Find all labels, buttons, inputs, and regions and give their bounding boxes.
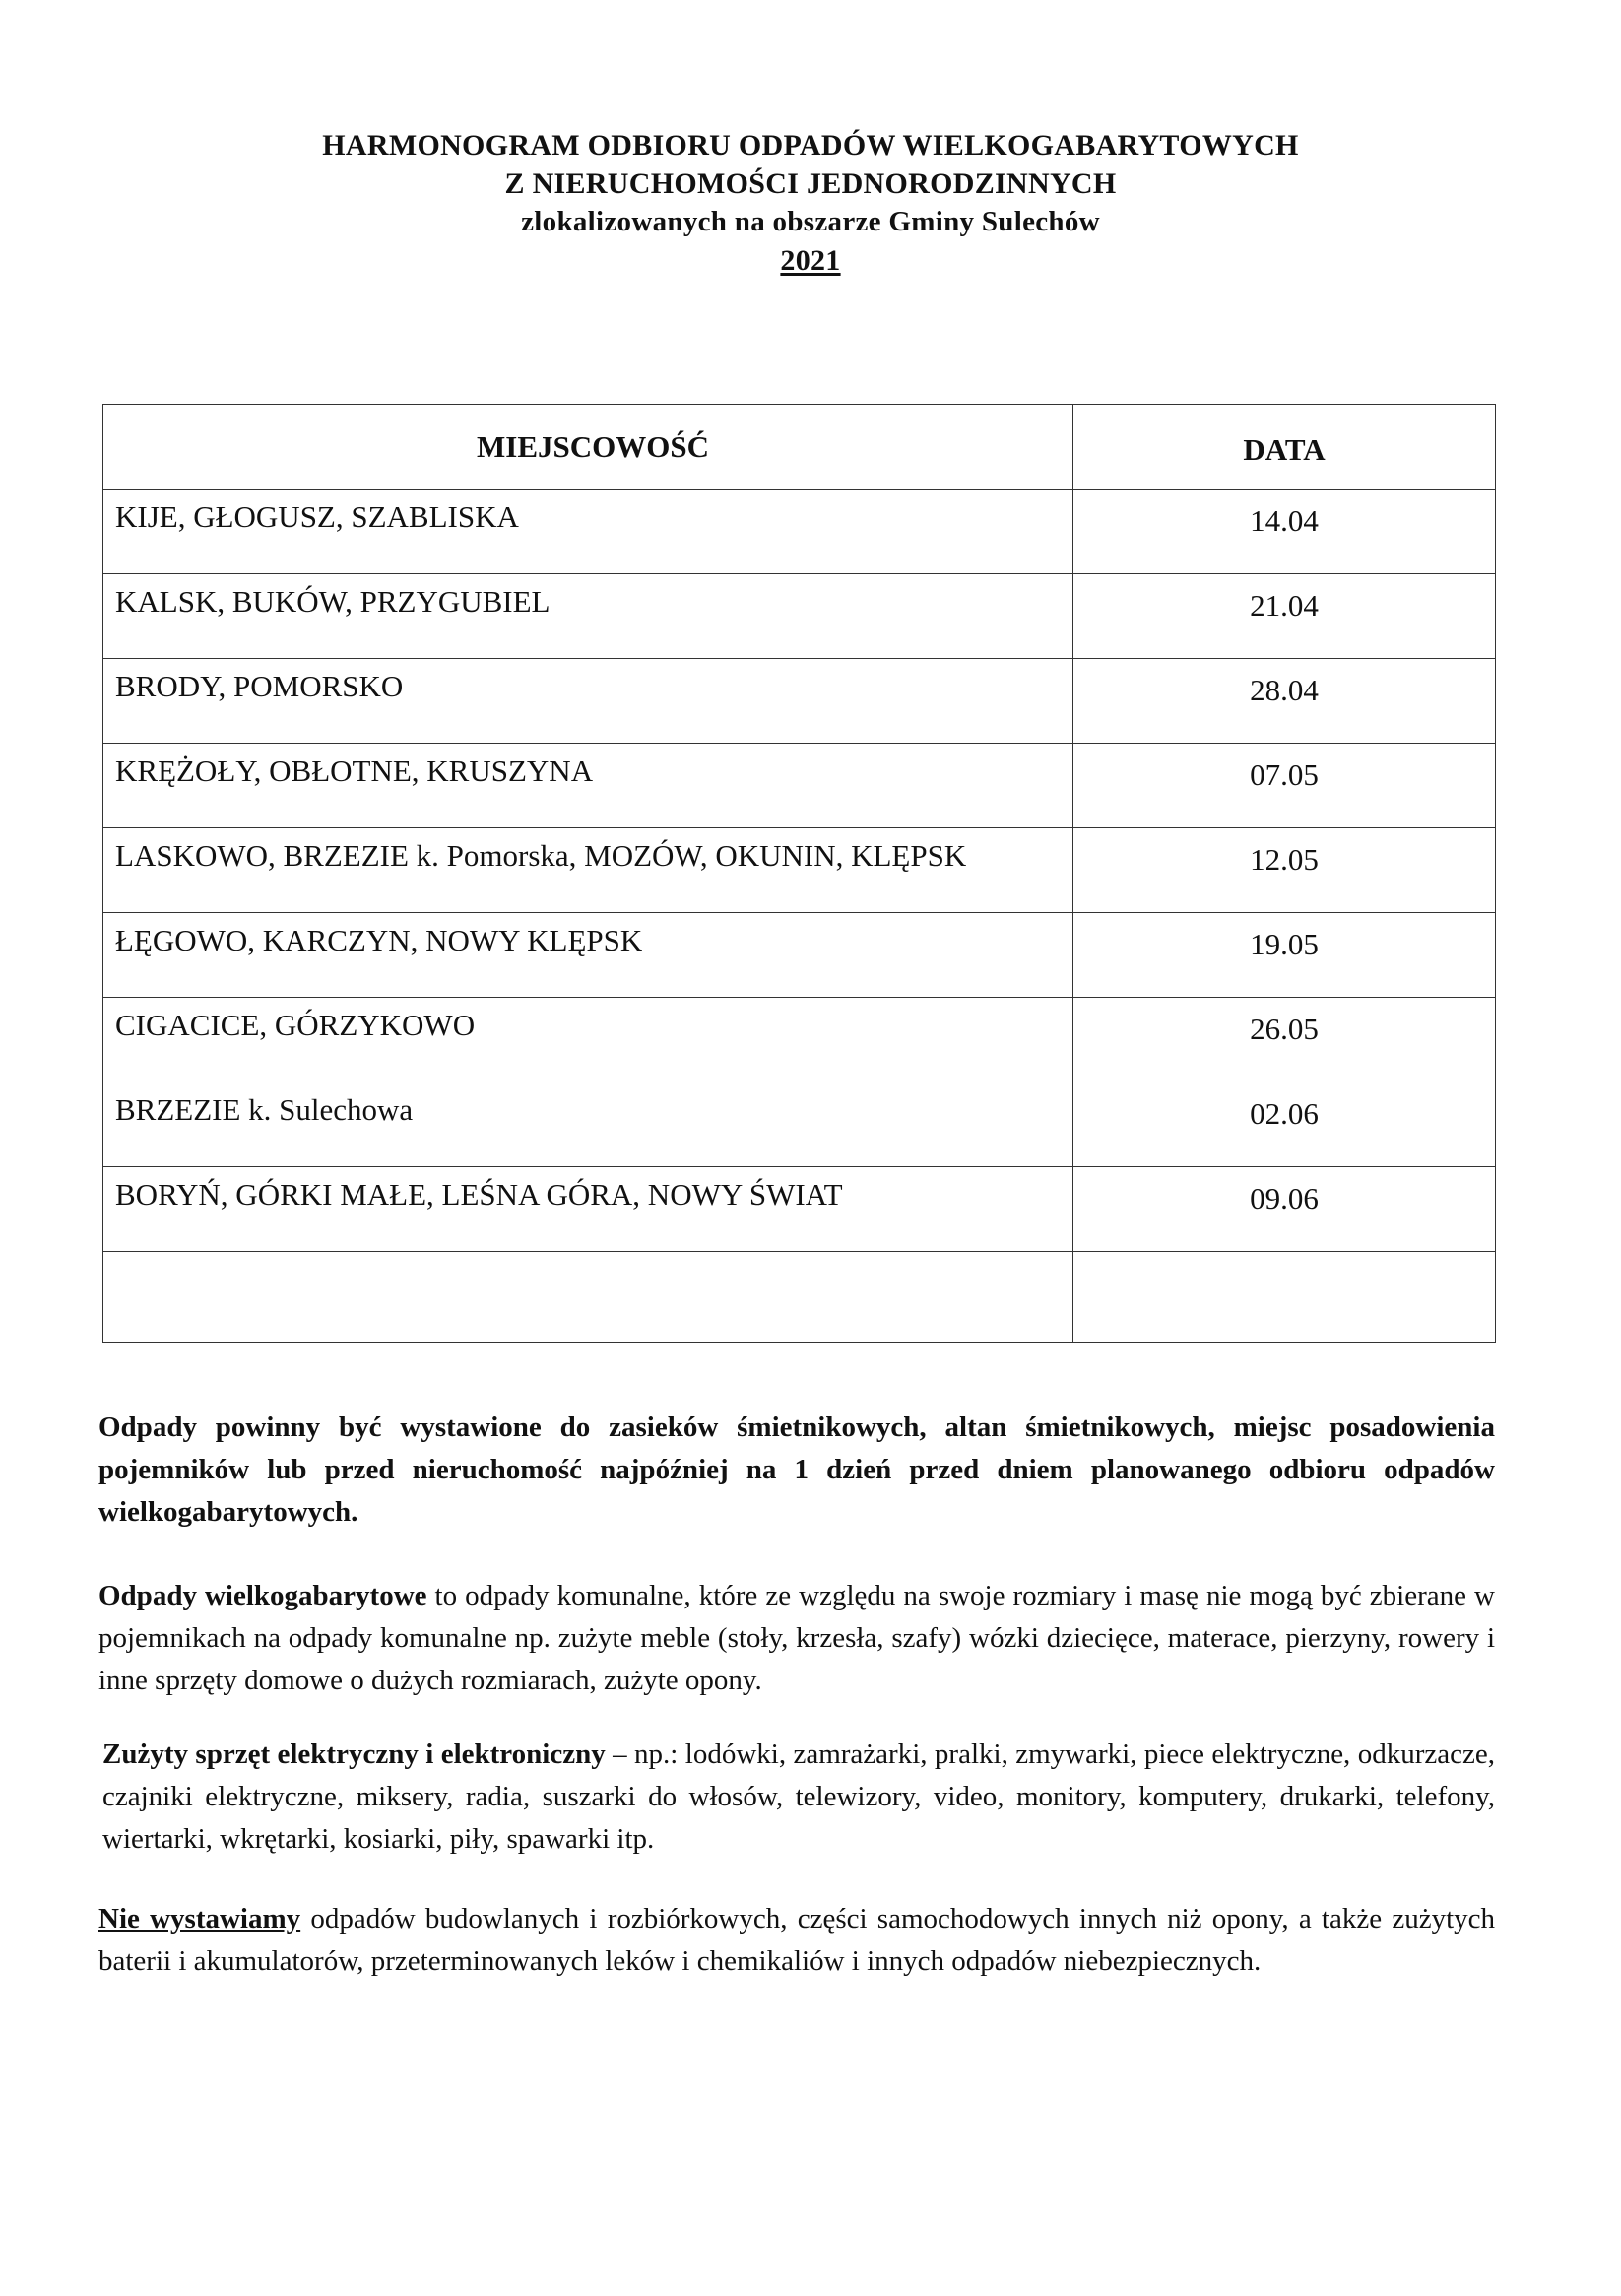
row-date: 19.05 (1073, 913, 1496, 998)
note-excluded-text: odpadów budowlanych i rozbiórkowych, części samochodowych innych niż opony, a także zużytych baterii i akumulatorów, przeterminowanych leków i chemikaliów i innych odpadów niebezpiecznych. (98, 1903, 1496, 1977)
table-row-empty (103, 1252, 1496, 1343)
row-place: BRODY, POMORSKO (103, 659, 1073, 744)
title-year-wrap (0, 241, 1621, 280)
row-date: 09.06 (1073, 1167, 1496, 1252)
title-line-2: Z NIERUCHOMOŚCI JEDNORODZINNYCH (504, 167, 1117, 200)
row-place: ŁĘGOWO, KARCZYN, NOWY KLĘPSK (103, 913, 1073, 998)
table-row (103, 1167, 1496, 1252)
row-date: 14.04 (1073, 490, 1496, 574)
row-date: 28.04 (1073, 659, 1496, 744)
note-electronics-term: Zużyty sprzęt elektryczny i elektroniczny (102, 1738, 606, 1770)
note-bulky-waste (98, 1575, 1495, 1702)
note-placement: Odpady powinny być wystawione do zasieków śmietnikowych, altan śmietnikowych, miejsc posadowienia pojemników lub przed nieruchomość najpóźniej na 1 dzień przed dniem planowanego odbioru odpadów wielkogabarytowych. (98, 1411, 1495, 1528)
row-place: LASKOWO, BRZEZIE k. Pomorska, MOZÓW, OKUNIN, KLĘPSK (103, 828, 1073, 913)
table-row (103, 574, 1496, 659)
row-date: 02.06 (1073, 1082, 1496, 1167)
row-date: 12.05 (1073, 828, 1496, 913)
title-line-3: zlokalizowanych na obszarze Gminy Sulechów (521, 206, 1100, 237)
title-year: 2021 (780, 244, 841, 277)
row-place: KIJE, GŁOGUSZ, SZABLISKA (103, 490, 1073, 574)
row-date: 26.05 (1073, 998, 1496, 1082)
schedule-table (102, 404, 1496, 1343)
note-electronics (98, 1734, 1495, 1861)
row-place: BRZEZIE k. Sulechowa (103, 1082, 1073, 1167)
row-place (103, 1252, 1073, 1343)
row-place: KALSK, BUKÓW, PRZYGUBIEL (103, 574, 1073, 659)
row-date: 07.05 (1073, 744, 1496, 828)
table-row (103, 913, 1496, 998)
row-place: KRĘŻOŁY, OBŁOTNE, KRUSZYNA (103, 744, 1073, 828)
table-row (103, 659, 1496, 744)
row-place: CIGACICE, GÓRZYKOWO (103, 998, 1073, 1082)
row-date: 21.04 (1073, 574, 1496, 659)
row-date (1073, 1252, 1496, 1343)
table-header-row (103, 405, 1496, 490)
note-excluded-term: Nie wystawiamy (98, 1903, 301, 1935)
table-row (103, 744, 1496, 828)
note-bulky-waste-text: to odpady komunalne, które ze względu na swoje rozmiary i masę nie mogą być zbierane w pojemnikach na odpady komunalne np. zużyte meble (stoły, krzesła, szafy) wózki dziecięce, materace, pierzyny, rowery i inne sprzęty domowe o dużych rozmiarach, zużyte opony. (98, 1580, 1495, 1696)
document-title (0, 126, 1621, 280)
header-place: MIEJSCOWOŚĆ (103, 405, 1073, 490)
row-place: BORYŃ, GÓRKI MAŁE, LEŚNA GÓRA, NOWY ŚWIAT (103, 1167, 1073, 1252)
table-row (103, 828, 1496, 913)
table-row (103, 1082, 1496, 1167)
note-electronics-text: – np.: lodówki, zamrażarki, pralki, zmywarki, piece elektryczne, odkurzacze, czajniki elektryczne, miksery, radia, suszarki do włosów, telewizory, video, monitory, komputery, drukarki, telefony, wiertarki, wkrętarki, kosiarki, piły, spawarki itp. (102, 1738, 1495, 1855)
table-row (103, 490, 1496, 574)
note-bulky-waste-term: Odpady wielkogabarytowe (98, 1580, 427, 1611)
header-date: DATA (1073, 405, 1496, 490)
title-line-1: HARMONOGRAM ODBIORU ODPADÓW WIELKOGABARYTOWYCH (322, 129, 1299, 162)
note-excluded (98, 1898, 1495, 1983)
table-row (103, 998, 1496, 1082)
